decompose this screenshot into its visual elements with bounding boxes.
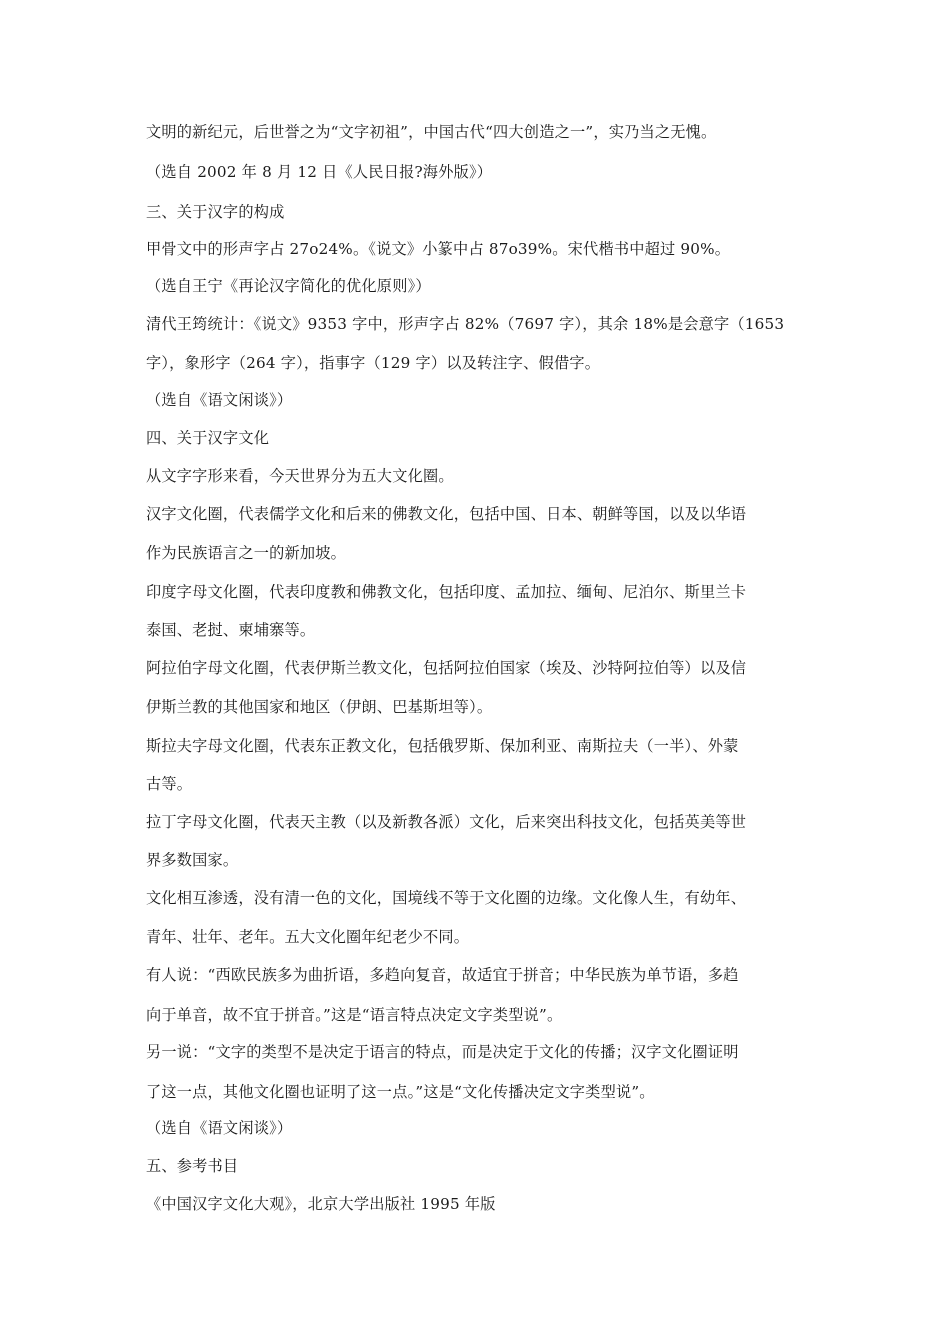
- paragraph-line: 拉丁字母文化圈，代表天主教（以及新教各派）文化，后来突出科技文化，包括英美等世: [146, 813, 747, 831]
- section-heading-4: 四、关于汉字文化: [146, 429, 270, 447]
- source-citation: （选自《语文闲谈》）: [146, 1119, 293, 1137]
- paragraph-line: 汉字文化圈，代表儒学文化和后来的佛教文化，包括中国、日本、朝鲜等国，以及以华语: [146, 505, 747, 523]
- paragraph-line: 有人说：“西欧民族多为曲折语，多趋向复音，故适宜于拼音；中华民族为单节语，多趋: [146, 966, 739, 984]
- reference-entry: 《中国汉字文化大观》，北京大学出版社 1995 年版: [146, 1195, 496, 1213]
- paragraph-line: 阿拉伯字母文化圈，代表伊斯兰教文化，包括阿拉伯国家（埃及、沙特阿拉伯等）以及信: [146, 659, 747, 677]
- paragraph-line: 古等。: [146, 775, 193, 793]
- paragraph-line: 斯拉夫字母文化圈，代表东正教文化，包括俄罗斯、保加利亚、南斯拉夫（一半）、外蒙: [146, 737, 739, 755]
- paragraph-line: 文化相互渗透，没有清一色的文化，国境线不等于文化圈的边缘。文化像人生，有幼年、: [146, 889, 747, 907]
- source-citation: （选自《语文闲谈》）: [146, 391, 293, 409]
- source-citation: （选自王宁《再论汉字简化的优化原则》）: [146, 277, 431, 295]
- paragraph-line: 作为民族语言之一的新加坡。: [146, 544, 347, 562]
- section-heading-5: 五、参考书目: [146, 1157, 239, 1175]
- paragraph-line: 了这一点，其他文化圈也证明了这一点。”这是“文化传播决定文字类型说”。: [146, 1083, 655, 1101]
- paragraph-line: 清代王筠统计：《说文》9353 字中，形声字占 82%（7697 字），其余 18%是会意字（1653: [146, 315, 785, 333]
- paragraph-line: 甲骨文中的形声字占 27o24%。《说文》小篆中占 87o39%。宋代楷书中超过 90%。: [146, 240, 731, 258]
- paragraph-line: 另一说：“文字的类型不是决定于语言的特点，而是决定于文化的传播；汉字文化圈证明: [146, 1043, 739, 1061]
- paragraph-line: 从文字字形来看，今天世界分为五大文化圈。: [146, 467, 454, 485]
- paragraph-line: 泰国、老挝、柬埔寨等。: [146, 621, 316, 639]
- section-heading-3: 三、关于汉字的构成: [146, 203, 285, 221]
- paragraph-line: 界多数国家。: [146, 851, 239, 869]
- text-line-continuation: 文明的新纪元，后世誉之为“文字初祖”，中国古代“四大创造之一”，实乃当之无愧。: [146, 123, 717, 141]
- paragraph-line: 向于单音，故不宜于拼音。”这是“语言特点决定文字类型说”。: [146, 1006, 563, 1024]
- paragraph-line: 印度字母文化圈，代表印度教和佛教文化，包括印度、孟加拉、缅甸、尼泊尔、斯里兰卡: [146, 583, 747, 601]
- source-citation: （选自 2002 年 8 月 12 日《人民日报?海外版》）: [146, 163, 493, 181]
- paragraph-line: 伊斯兰教的其他国家和地区（伊朗、巴基斯坦等）。: [146, 698, 493, 716]
- paragraph-line: 字），象形字（264 字），指事字（129 字）以及转注字、假借字。: [146, 354, 601, 372]
- paragraph-line: 青年、壮年、老年。五大文化圈年纪老少不同。: [146, 928, 470, 946]
